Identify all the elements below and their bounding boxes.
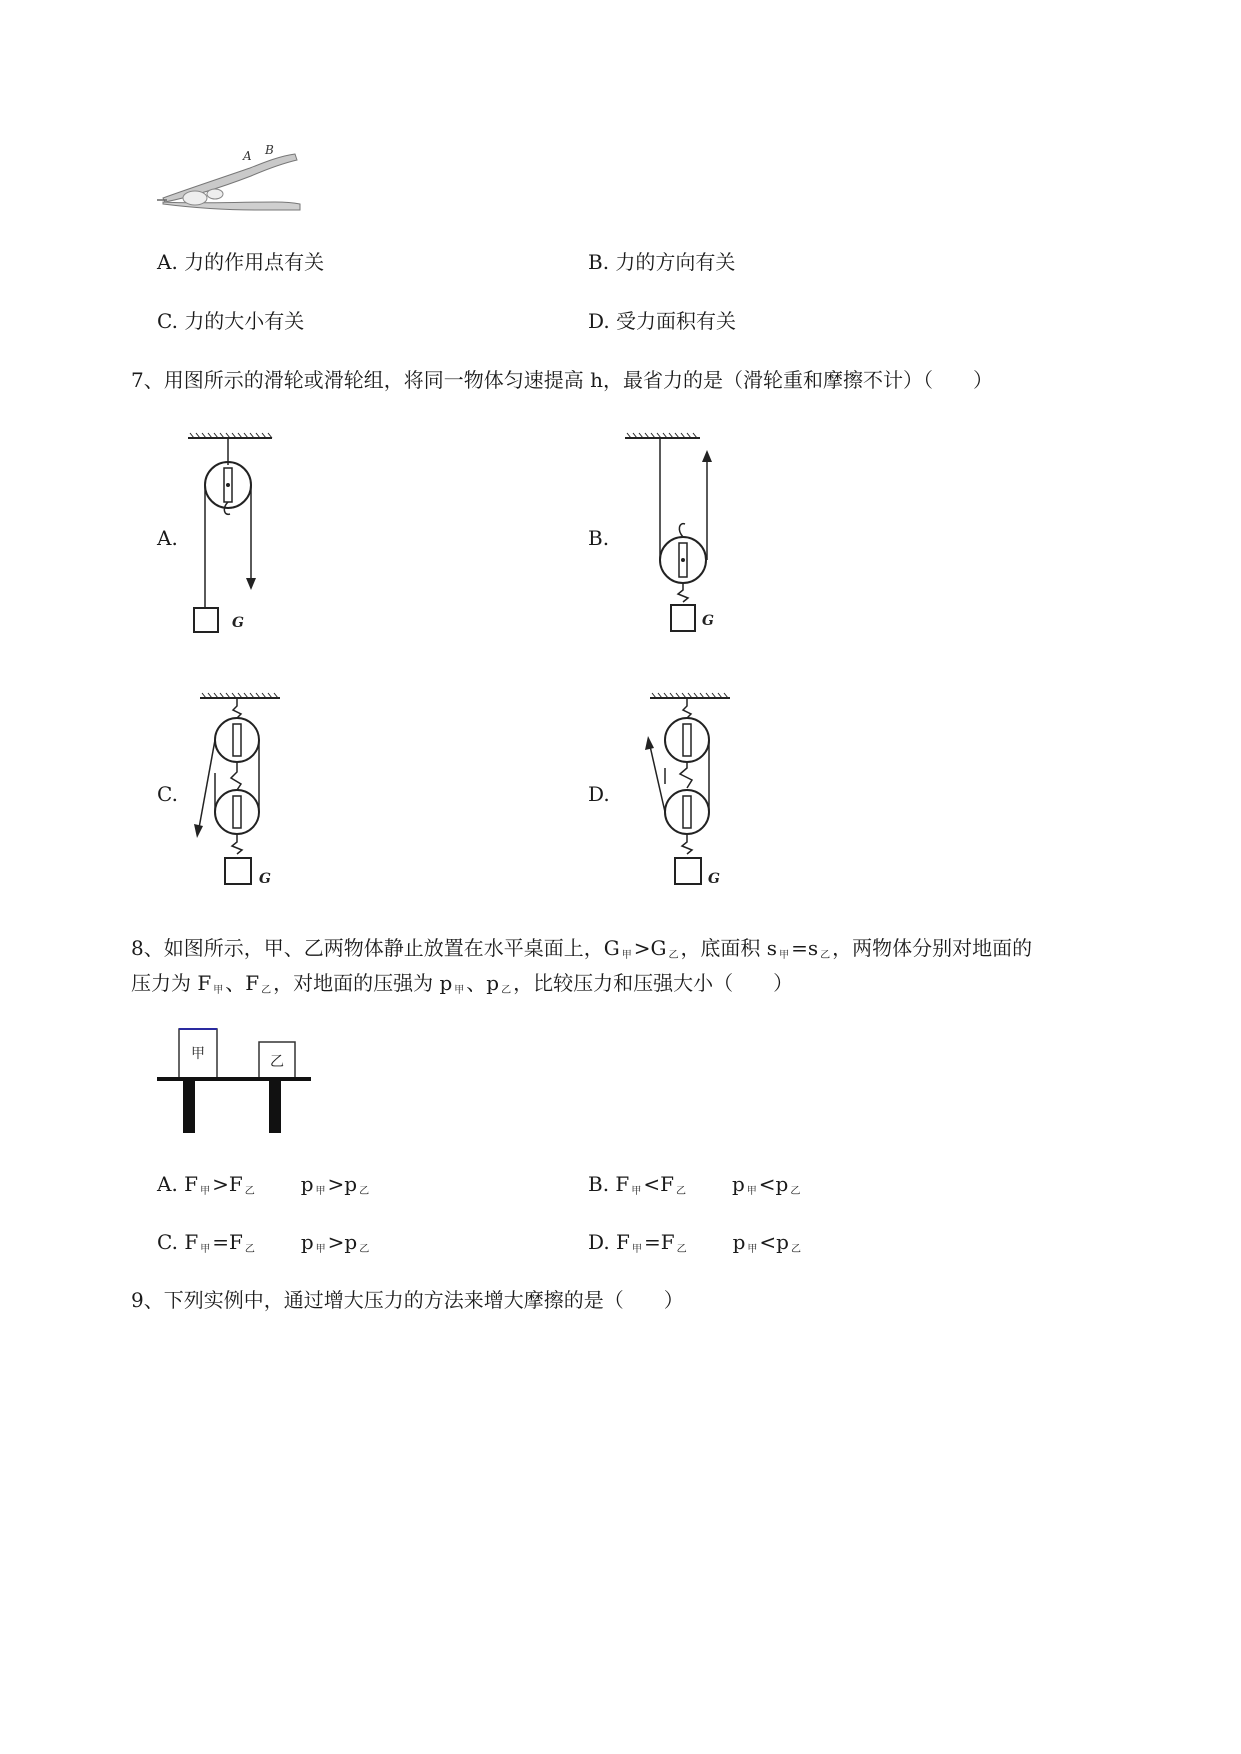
option-b[interactable]: [588, 248, 735, 276]
question-9-stem: 9、下列实例中，通过增大压力的方法来增大摩擦的是（ ）: [131, 1288, 684, 1312]
weight-label: G: [232, 615, 244, 631]
weight-label: G: [702, 613, 714, 629]
q8-option-c[interactable]: C. F $_甲$ =F $_乙$ p $_甲$ >p $_乙$: [157, 1230, 370, 1255]
question-7-stem: 7、用图所示的滑轮或滑轮组，将同一物体匀速提高 h，最省力的是（滑轮重和摩擦不计）（ ）: [131, 368, 993, 392]
option-d[interactable]: [588, 307, 736, 335]
q8-option-b[interactable]: B. F $_甲$ <F $_乙$ p $_甲$ <p $_乙$: [588, 1172, 801, 1197]
table-with-blocks-figure: [155, 1025, 315, 1140]
q7-option-a-letter[interactable]: A.: [157, 526, 178, 550]
point-b-label: B: [265, 143, 274, 157]
option-text: 力的大小有关: [184, 309, 305, 333]
weight-label: G: [259, 871, 271, 887]
option-letter: D.: [588, 309, 610, 333]
block-jia-label: 甲: [191, 1046, 205, 1062]
block-yi-label: 乙: [270, 1054, 284, 1070]
pliers-figure: [155, 140, 315, 230]
option-text: 受力面积有关: [616, 309, 737, 333]
pulley-block-up-figure: [640, 688, 750, 898]
option-letter: B.: [588, 250, 610, 274]
question-8-stem-line-1: 8、如图所示，甲、乙两物体静止放置在水平桌面上，G $_甲$ >G $_乙$ ，底面积 s $_甲$ =s $_乙$ ，两物体分别对地面的: [131, 936, 1033, 961]
q8-option-d[interactable]: D. F $_甲$ =F $_乙$ p $_甲$ <p $_乙$: [588, 1230, 801, 1255]
q7-option-b-letter[interactable]: B.: [588, 526, 610, 550]
option-text: 力的作用点有关: [184, 250, 325, 274]
movable-pulley-figure: [620, 430, 730, 640]
option-text: 力的方向有关: [615, 250, 736, 274]
fixed-pulley-figure: [180, 430, 280, 640]
weight-label: G: [708, 871, 720, 887]
option-c[interactable]: [157, 307, 304, 335]
option-a[interactable]: [157, 248, 324, 276]
q7-option-d-letter[interactable]: D.: [588, 782, 610, 806]
q8-option-a[interactable]: A. F $_甲$ >F $_乙$ p $_甲$ >p $_乙$: [157, 1172, 370, 1197]
question-8-stem-line-2: 压力为 F $_甲$ 、F $_乙$ ，对地面的压强为 p $_甲$ 、p $_乙$ ，比较压力和压强大小（ ）: [131, 971, 794, 996]
point-a-label: A: [243, 149, 252, 163]
q7-option-c-letter[interactable]: C.: [157, 782, 178, 806]
pulley-block-down-figure: [185, 688, 295, 898]
option-letter: A.: [157, 250, 178, 274]
option-letter: C.: [157, 309, 178, 333]
